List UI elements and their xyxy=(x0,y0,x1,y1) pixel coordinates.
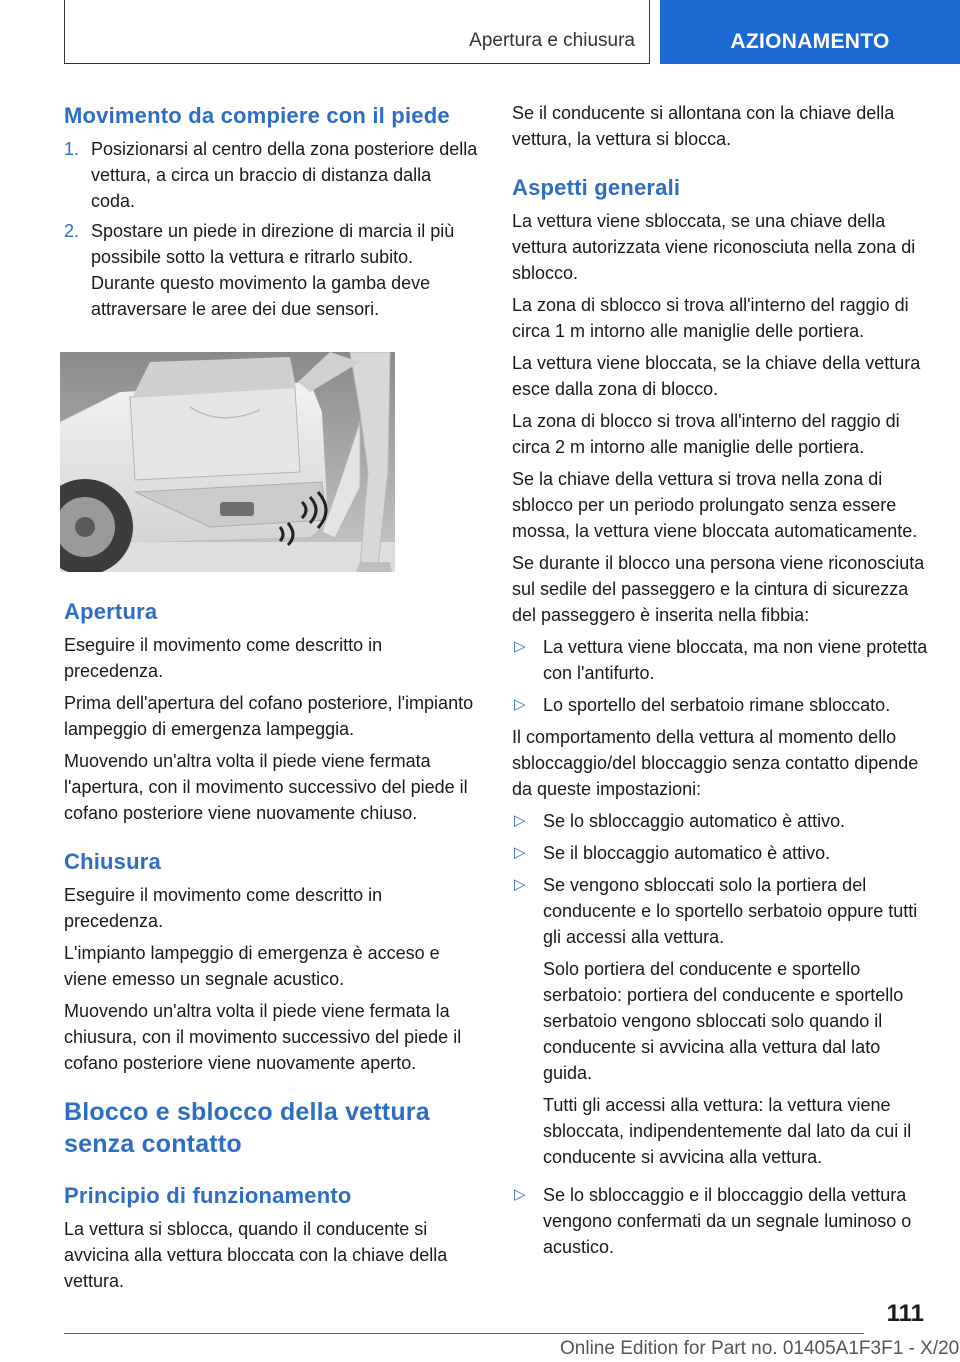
paragraph: Muovendo un'altra volta il piede viene fermata l'apertura, con il movimento successivo del piede il cofano posteriore viene nuovamente chiuso. xyxy=(64,751,468,823)
bullet-text: La vettura viene bloccata, ma non viene protetta con l'antifurto. xyxy=(543,637,928,683)
step-number: 2. xyxy=(64,221,80,241)
foot-gesture-illustration xyxy=(60,352,395,572)
triangle-bullet-icon: ▷ xyxy=(514,696,526,713)
paragraph: La vettura viene bloccata, se la chiave della vettura esce dalla zona di blocco. xyxy=(512,353,921,399)
bullet-item xyxy=(512,808,928,834)
bullet-item xyxy=(512,634,928,686)
paragraph: La zona di blocco si trova all'interno del raggio di circa 2 m intorno alle maniglie delle portiera. xyxy=(512,411,900,457)
heading-aspetti: Aspetti generali xyxy=(512,175,681,200)
triangle-bullet-icon: ▷ xyxy=(514,1186,526,1203)
paragraph: Se la chiave della vettura si trova nella zona di sblocco per un periodo prolungato senza essere mossa, la vettura viene bloccata automaticamente. xyxy=(512,469,918,541)
bullet-subparagraph: Tutti gli accessi alla vettura: la vettura viene sbloccata, indipendentemente dal lato da cui il conducente si avvicina alla vettura. xyxy=(543,1095,912,1167)
right-column xyxy=(512,100,928,1266)
bullet-text: Se il bloccaggio automatico è attivo. xyxy=(543,843,831,863)
header-frame xyxy=(64,0,650,64)
step-item xyxy=(64,218,478,322)
heading-principio: Principio di funzionamento xyxy=(64,1183,352,1208)
paragraph: La vettura viene sbloccata, se una chiave della vettura autorizzata viene riconosciuta nella zona di sblocco. xyxy=(512,211,916,283)
paragraph: La zona di sblocco si trova all'interno del raggio di circa 1 m intorno alle maniglie delle portiera. xyxy=(512,295,909,341)
paragraph: La vettura si sblocca, quando il conducente si avvicina alla vettura bloccata con la chiave della vettura. xyxy=(64,1219,448,1291)
bullet-item xyxy=(512,692,928,718)
paragraph: Prima dell'apertura del cofano posteriore, l'impianto lampeggio di emergenza lampeggia. xyxy=(64,693,474,739)
bullet-item xyxy=(512,872,928,1176)
paragraph: Il comportamento della vettura al momento dello sbloccaggio/del bloccaggio senza contatto dipende da queste impostazioni: xyxy=(512,727,919,799)
paragraph: Eseguire il movimento come descritto in precedenza. xyxy=(64,885,383,931)
footer-divider xyxy=(64,1333,864,1334)
edition-info: Online Edition for Part no. 01405A1F3F1 - X/20 xyxy=(560,1338,960,1359)
triangle-bullet-icon: ▷ xyxy=(514,638,526,655)
step-text: Spostare un piede in direzione di marcia il più possibile sotto la vettura e ritrarlo subito. Durante questo movimento la gamba deve attraversare le aree dei due sensori. xyxy=(91,221,455,319)
bullet-text: Lo sportello del serbatoio rimane sbloccato. xyxy=(543,695,891,715)
triangle-bullet-icon: ▷ xyxy=(514,844,526,861)
bullet-text: Se lo sbloccaggio automatico è attivo. xyxy=(543,811,846,831)
step-item xyxy=(64,136,478,214)
heading-apertura: Apertura xyxy=(64,599,158,624)
heading-movimento: Movimento da compiere con il piede xyxy=(64,103,450,128)
heading-blocco-sblocco: Blocco e sblocco della vettura senza contatto xyxy=(64,1098,430,1158)
paragraph: Se durante il blocco una persona viene riconosciuta sul sedile del passeggero e la cintura di sicurezza del passeggero è inserita nella fibbia: xyxy=(512,553,925,625)
page-number: 111 xyxy=(886,1300,924,1327)
bullet-text: Se lo sbloccaggio e il bloccaggio della vettura vengono confermati da un segnale luminoso o acustico. xyxy=(543,1185,912,1257)
step-text: Posizionarsi al centro della zona posteriore della vettura, a circa un braccio di distanza dalla coda. xyxy=(91,139,478,211)
step-number: 1. xyxy=(64,139,80,159)
bullet-subparagraph: Solo portiera del conducente e sportello serbatoio: portiera del conducente e sportello serbatoio vengono sbloccati solo quando il conducente si avvicina alla vettura dal lato guida. xyxy=(543,959,904,1083)
chapter-tab: AZIONAMENTO xyxy=(660,0,960,64)
bullet-item xyxy=(512,840,928,866)
paragraph: Eseguire il movimento come descritto in precedenza. xyxy=(64,635,383,681)
paragraph: L'impianto lampeggio di emergenza è acceso e viene emesso un segnale acustico. xyxy=(64,943,440,989)
paragraph: Muovendo un'altra volta il piede viene fermata la chiusura, con il movimento successivo del piede il cofano posteriore viene nuovamente aperto. xyxy=(64,1001,462,1073)
bullet-item xyxy=(512,1182,928,1260)
section-title: Apertura e chiusura xyxy=(469,30,635,51)
left-column xyxy=(64,100,478,1300)
triangle-bullet-icon: ▷ xyxy=(514,812,526,829)
triangle-bullet-icon: ▷ xyxy=(514,876,526,893)
heading-chiusura: Chiusura xyxy=(64,849,161,874)
bullet-body xyxy=(543,872,928,1176)
bullet-text: Se vengono sbloccati solo la portiera del conducente e lo sportello serbatoio oppure tutti gli accessi alla vettura. xyxy=(543,875,918,947)
paragraph: Se il conducente si allontana con la chiave della vettura, la vettura si blocca. xyxy=(512,103,895,149)
page-header xyxy=(0,0,960,70)
